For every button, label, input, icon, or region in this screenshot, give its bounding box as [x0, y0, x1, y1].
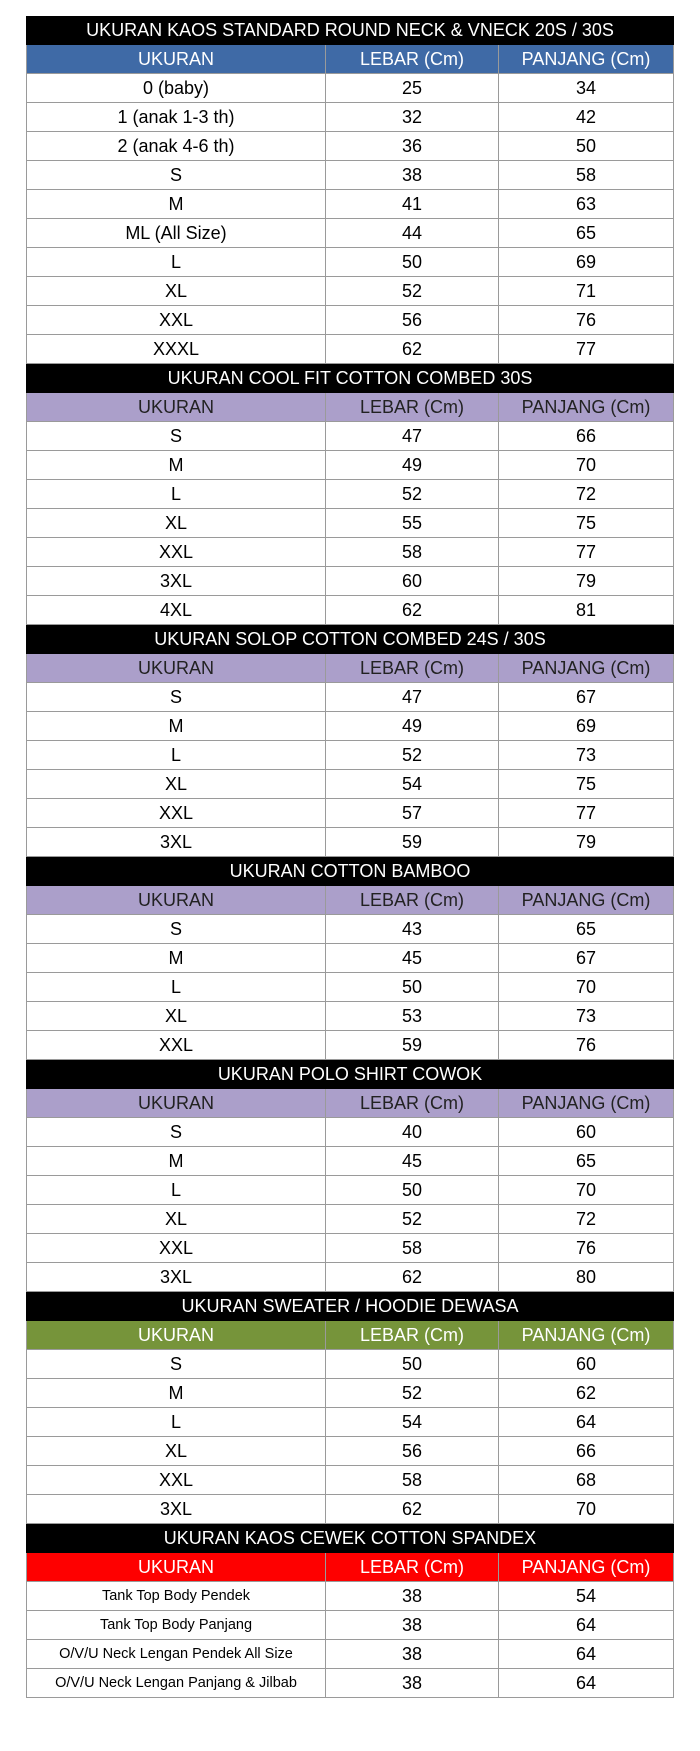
width-cell: 38	[326, 1640, 499, 1669]
width-cell: 32	[326, 103, 499, 132]
width-cell: 49	[326, 451, 499, 480]
length-cell: 64	[499, 1669, 674, 1698]
width-cell: 58	[326, 1234, 499, 1263]
length-cell: 64	[499, 1640, 674, 1669]
size-cell: XXL	[26, 538, 326, 567]
table-row	[26, 248, 674, 277]
table-row	[26, 132, 674, 161]
size-cell: L	[26, 1176, 326, 1205]
table-row	[26, 1118, 674, 1147]
width-cell: 47	[326, 683, 499, 712]
size-cell: XXL	[26, 799, 326, 828]
width-cell: 62	[326, 1263, 499, 1292]
table-row	[26, 770, 674, 799]
table-header-row	[26, 393, 674, 422]
header-lebar: LEBAR (Cm)	[326, 45, 499, 74]
length-cell: 65	[499, 1147, 674, 1176]
table-row	[26, 1495, 674, 1524]
length-cell: 77	[499, 799, 674, 828]
size-cell: M	[26, 944, 326, 973]
length-cell: 79	[499, 828, 674, 857]
length-cell: 73	[499, 741, 674, 770]
header-panjang: PANJANG (Cm)	[499, 654, 674, 683]
size-cell: O/V/U Neck Lengan Pendek All Size	[26, 1640, 326, 1669]
size-table-section	[26, 1060, 674, 1292]
header-lebar: LEBAR (Cm)	[326, 1553, 499, 1582]
header-panjang: PANJANG (Cm)	[499, 1321, 674, 1350]
header-ukuran: UKURAN	[26, 886, 326, 915]
size-cell: M	[26, 190, 326, 219]
size-cell: S	[26, 422, 326, 451]
length-cell: 72	[499, 480, 674, 509]
header-lebar: LEBAR (Cm)	[326, 1089, 499, 1118]
table-row	[26, 480, 674, 509]
table-row	[26, 1002, 674, 1031]
table-row	[26, 1437, 674, 1466]
width-cell: 54	[326, 770, 499, 799]
length-cell: 76	[499, 1031, 674, 1060]
table-row	[26, 828, 674, 857]
table-row	[26, 161, 674, 190]
length-cell: 77	[499, 335, 674, 364]
header-panjang: PANJANG (Cm)	[499, 886, 674, 915]
header-ukuran: UKURAN	[26, 393, 326, 422]
length-cell: 60	[499, 1118, 674, 1147]
size-table-section	[26, 625, 674, 857]
width-cell: 50	[326, 248, 499, 277]
width-cell: 52	[326, 1205, 499, 1234]
size-cell: XXL	[26, 1234, 326, 1263]
header-lebar: LEBAR (Cm)	[326, 654, 499, 683]
length-cell: 77	[499, 538, 674, 567]
table-row	[26, 103, 674, 132]
table-row	[26, 1350, 674, 1379]
size-cell: L	[26, 248, 326, 277]
width-cell: 59	[326, 828, 499, 857]
width-cell: 57	[326, 799, 499, 828]
table-row	[26, 683, 674, 712]
width-cell: 52	[326, 480, 499, 509]
size-cell: 3XL	[26, 1495, 326, 1524]
table-row	[26, 1379, 674, 1408]
length-cell: 65	[499, 219, 674, 248]
table-header-row	[26, 45, 674, 74]
table-row	[26, 596, 674, 625]
size-table-section	[26, 364, 674, 625]
width-cell: 54	[326, 1408, 499, 1437]
width-cell: 56	[326, 306, 499, 335]
section-title: UKURAN COOL FIT COTTON COMBED 30S	[26, 364, 674, 393]
size-cell: M	[26, 712, 326, 741]
section-title: UKURAN KAOS CEWEK COTTON SPANDEX	[26, 1524, 674, 1553]
size-cell: XL	[26, 277, 326, 306]
size-table-section	[26, 16, 674, 364]
size-cell: XL	[26, 1205, 326, 1234]
length-cell: 63	[499, 190, 674, 219]
length-cell: 70	[499, 973, 674, 1002]
table-row	[26, 335, 674, 364]
section-title: UKURAN SWEATER / HOODIE DEWASA	[26, 1292, 674, 1321]
size-cell: XL	[26, 509, 326, 538]
header-panjang: PANJANG (Cm)	[499, 1089, 674, 1118]
width-cell: 59	[326, 1031, 499, 1060]
size-cell: XXL	[26, 1031, 326, 1060]
length-cell: 75	[499, 509, 674, 538]
length-cell: 64	[499, 1611, 674, 1640]
header-ukuran: UKURAN	[26, 1553, 326, 1582]
length-cell: 71	[499, 277, 674, 306]
length-cell: 54	[499, 1582, 674, 1611]
length-cell: 81	[499, 596, 674, 625]
table-header-row	[26, 886, 674, 915]
size-table-section	[26, 1524, 674, 1698]
header-panjang: PANJANG (Cm)	[499, 45, 674, 74]
header-ukuran: UKURAN	[26, 654, 326, 683]
table-row	[26, 1582, 674, 1611]
size-table-section	[26, 1292, 674, 1524]
width-cell: 38	[326, 1611, 499, 1640]
width-cell: 49	[326, 712, 499, 741]
length-cell: 68	[499, 1466, 674, 1495]
width-cell: 45	[326, 944, 499, 973]
size-cell: XXL	[26, 1466, 326, 1495]
header-ukuran: UKURAN	[26, 1089, 326, 1118]
table-header-row	[26, 654, 674, 683]
length-cell: 75	[499, 770, 674, 799]
width-cell: 41	[326, 190, 499, 219]
length-cell: 70	[499, 1495, 674, 1524]
size-cell: 1 (anak 1-3 th)	[26, 103, 326, 132]
size-cell: XL	[26, 1002, 326, 1031]
header-lebar: LEBAR (Cm)	[326, 886, 499, 915]
length-cell: 70	[499, 1176, 674, 1205]
table-row	[26, 973, 674, 1002]
length-cell: 64	[499, 1408, 674, 1437]
length-cell: 60	[499, 1350, 674, 1379]
width-cell: 62	[326, 596, 499, 625]
table-row	[26, 1031, 674, 1060]
size-cell: ML (All Size)	[26, 219, 326, 248]
width-cell: 62	[326, 335, 499, 364]
length-cell: 67	[499, 944, 674, 973]
width-cell: 38	[326, 1669, 499, 1698]
width-cell: 52	[326, 1379, 499, 1408]
size-cell: Tank Top Body Panjang	[26, 1611, 326, 1640]
width-cell: 25	[326, 74, 499, 103]
length-cell: 65	[499, 915, 674, 944]
size-cell: XL	[26, 770, 326, 799]
width-cell: 38	[326, 161, 499, 190]
section-title: UKURAN SOLOP COTTON COMBED 24S / 30S	[26, 625, 674, 654]
table-row	[26, 915, 674, 944]
width-cell: 55	[326, 509, 499, 538]
size-cell: 3XL	[26, 1263, 326, 1292]
width-cell: 50	[326, 1350, 499, 1379]
width-cell: 44	[326, 219, 499, 248]
size-cell: L	[26, 480, 326, 509]
length-cell: 62	[499, 1379, 674, 1408]
width-cell: 52	[326, 741, 499, 770]
table-row	[26, 451, 674, 480]
table-row	[26, 1466, 674, 1495]
section-title: UKURAN POLO SHIRT COWOK	[26, 1060, 674, 1089]
table-row	[26, 799, 674, 828]
table-row	[26, 190, 674, 219]
table-header-row	[26, 1321, 674, 1350]
header-panjang: PANJANG (Cm)	[499, 393, 674, 422]
width-cell: 58	[326, 538, 499, 567]
table-row	[26, 422, 674, 451]
length-cell: 79	[499, 567, 674, 596]
table-row	[26, 944, 674, 973]
size-cell: M	[26, 451, 326, 480]
length-cell: 70	[499, 451, 674, 480]
size-cell: S	[26, 1350, 326, 1379]
width-cell: 52	[326, 277, 499, 306]
header-lebar: LEBAR (Cm)	[326, 393, 499, 422]
width-cell: 45	[326, 1147, 499, 1176]
length-cell: 69	[499, 248, 674, 277]
section-title: UKURAN KAOS STANDARD ROUND NECK & VNECK 20S / 30S	[26, 16, 674, 45]
section-title: UKURAN COTTON BAMBOO	[26, 857, 674, 886]
length-cell: 42	[499, 103, 674, 132]
table-row	[26, 1205, 674, 1234]
size-cell: 4XL	[26, 596, 326, 625]
header-ukuran: UKURAN	[26, 1321, 326, 1350]
size-cell: M	[26, 1379, 326, 1408]
table-row	[26, 1234, 674, 1263]
width-cell: 40	[326, 1118, 499, 1147]
size-cell: S	[26, 915, 326, 944]
table-row	[26, 74, 674, 103]
size-chart-sheet	[26, 16, 674, 1698]
width-cell: 43	[326, 915, 499, 944]
table-row	[26, 277, 674, 306]
table-row	[26, 712, 674, 741]
size-cell: Tank Top Body Pendek	[26, 1582, 326, 1611]
table-row	[26, 219, 674, 248]
width-cell: 36	[326, 132, 499, 161]
size-cell: 0 (baby)	[26, 74, 326, 103]
length-cell: 76	[499, 306, 674, 335]
table-header-row	[26, 1089, 674, 1118]
size-cell: XXXL	[26, 335, 326, 364]
length-cell: 66	[499, 1437, 674, 1466]
length-cell: 50	[499, 132, 674, 161]
length-cell: 67	[499, 683, 674, 712]
size-cell: 3XL	[26, 567, 326, 596]
width-cell: 60	[326, 567, 499, 596]
width-cell: 38	[326, 1582, 499, 1611]
width-cell: 58	[326, 1466, 499, 1495]
width-cell: 50	[326, 1176, 499, 1205]
size-cell: 2 (anak 4-6 th)	[26, 132, 326, 161]
header-panjang: PANJANG (Cm)	[499, 1553, 674, 1582]
length-cell: 72	[499, 1205, 674, 1234]
width-cell: 50	[326, 973, 499, 1002]
length-cell: 34	[499, 74, 674, 103]
size-cell: XL	[26, 1437, 326, 1466]
header-ukuran: UKURAN	[26, 45, 326, 74]
table-row	[26, 741, 674, 770]
table-row	[26, 1176, 674, 1205]
width-cell: 56	[326, 1437, 499, 1466]
length-cell: 69	[499, 712, 674, 741]
size-cell: S	[26, 1118, 326, 1147]
size-cell: 3XL	[26, 828, 326, 857]
size-cell: S	[26, 161, 326, 190]
size-cell: L	[26, 1408, 326, 1437]
size-cell: M	[26, 1147, 326, 1176]
table-row	[26, 1263, 674, 1292]
table-row	[26, 509, 674, 538]
table-row	[26, 1611, 674, 1640]
size-cell: XXL	[26, 306, 326, 335]
size-cell: L	[26, 973, 326, 1002]
width-cell: 53	[326, 1002, 499, 1031]
table-row	[26, 1669, 674, 1698]
length-cell: 66	[499, 422, 674, 451]
header-lebar: LEBAR (Cm)	[326, 1321, 499, 1350]
table-header-row	[26, 1553, 674, 1582]
length-cell: 73	[499, 1002, 674, 1031]
table-row	[26, 538, 674, 567]
table-row	[26, 1408, 674, 1437]
size-table-section	[26, 857, 674, 1060]
length-cell: 76	[499, 1234, 674, 1263]
table-row	[26, 1640, 674, 1669]
width-cell: 47	[326, 422, 499, 451]
length-cell: 58	[499, 161, 674, 190]
table-row	[26, 306, 674, 335]
size-cell: O/V/U Neck Lengan Panjang & Jilbab	[26, 1669, 326, 1698]
size-cell: L	[26, 741, 326, 770]
table-row	[26, 1147, 674, 1176]
size-cell: S	[26, 683, 326, 712]
length-cell: 80	[499, 1263, 674, 1292]
width-cell: 62	[326, 1495, 499, 1524]
table-row	[26, 567, 674, 596]
